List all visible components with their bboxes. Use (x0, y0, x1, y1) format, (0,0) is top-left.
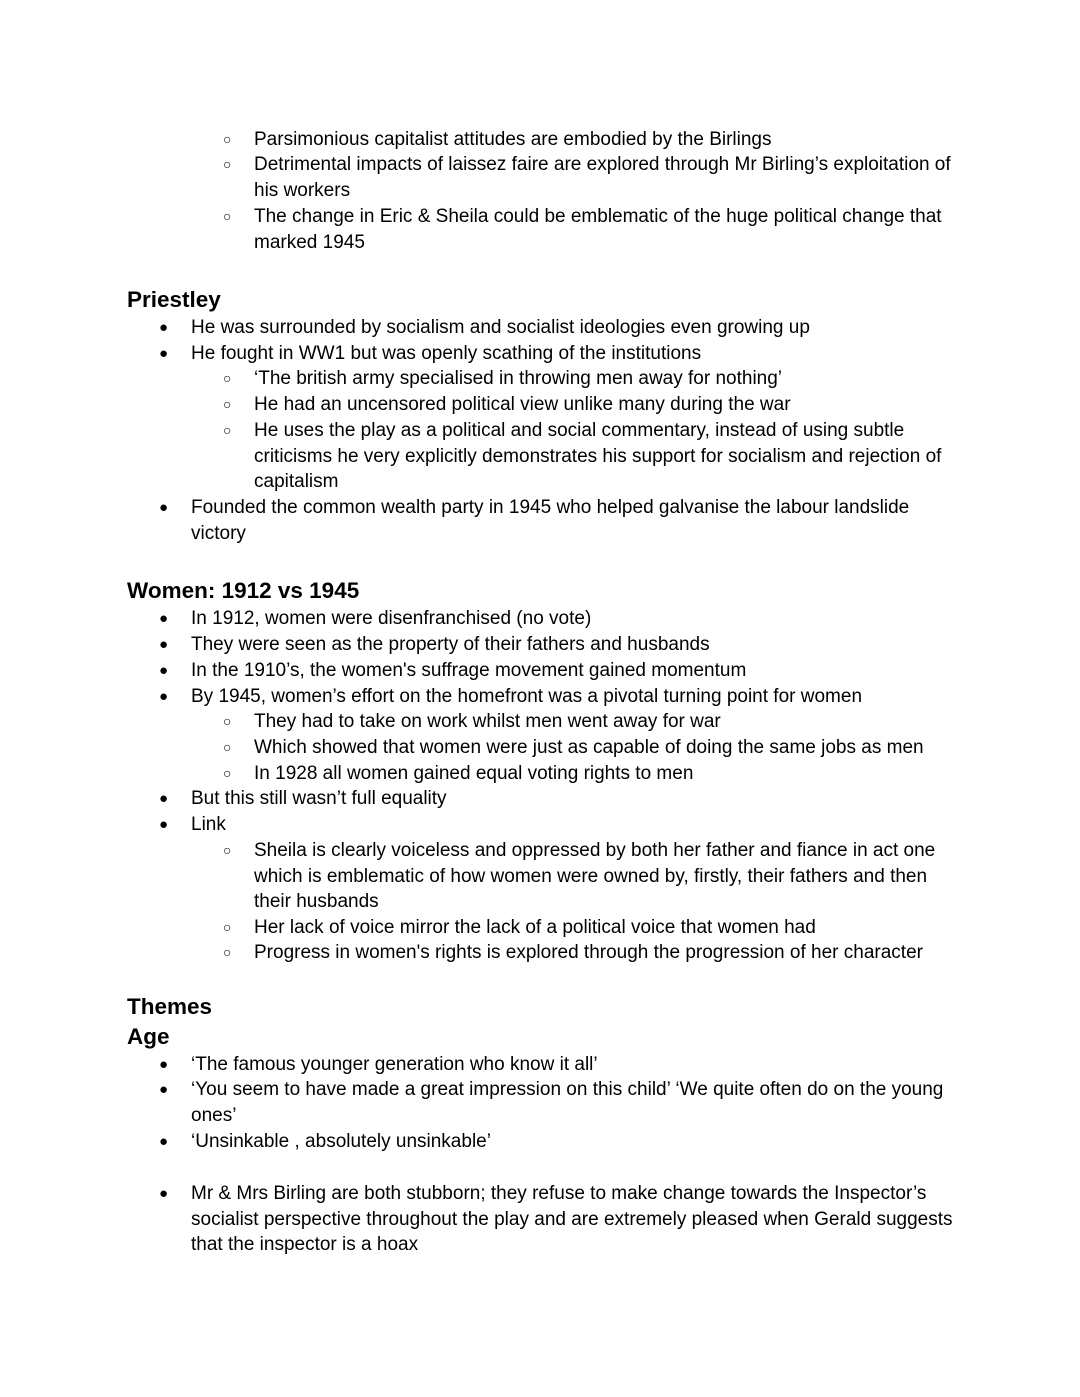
hollow-bullet-icon: ○ (223, 919, 232, 935)
priestley-subitem-text: ‘The british army specialised in throwing men away for nothing’ (254, 368, 783, 389)
priestley-item-text: He was surrounded by socialism and socialist ideologies even growing up (191, 317, 810, 338)
age-item (159, 1077, 961, 1128)
women-subitem (223, 709, 964, 735)
hollow-bullet-icon: ○ (223, 713, 232, 729)
women-subitem-text: Which showed that women were just as capable of doing the same jobs as men (254, 737, 924, 758)
women-item-text: But this still wasn’t full equality (191, 788, 447, 809)
women-item (159, 606, 961, 632)
women-item (159, 786, 961, 812)
intro-subitem-text: Detrimental impacts of laissez faire are explored through Mr Birling’s exploitation of his workers (254, 154, 951, 201)
women-subitem (223, 761, 964, 787)
women-item-text: In 1912, women were disenfranchised (no vote) (191, 608, 592, 629)
priestley-item (159, 495, 961, 546)
priestley-heading: Priestley (127, 287, 221, 312)
priestley-subitem-text: He had an uncensored political view unlike many during the war (254, 394, 791, 415)
age-item-text: ‘You seem to have made a great impression on this child’ ‘We quite often do on the young ones’ (191, 1079, 944, 1126)
hollow-bullet-icon: ○ (223, 739, 232, 755)
hollow-bullet-icon: ○ (223, 156, 232, 172)
hollow-bullet-icon: ○ (223, 396, 232, 412)
priestley-subitem-text: He uses the play as a political and social commentary, instead of using subtle criticisms he very explicitly demonstrates his support for socialism and rejection of capitalism (254, 420, 942, 493)
women-subitem-text: Progress in women's rights is explored through the progression of her character (254, 942, 923, 963)
priestley-subitem (223, 366, 964, 392)
bullet-icon: ● (159, 610, 169, 627)
intro-subitem (223, 127, 964, 153)
hollow-bullet-icon: ○ (223, 131, 232, 147)
intro-subitem-text: The change in Eric & Sheila could be emblematic of the huge political change that marked 1945 (254, 206, 942, 253)
bullet-icon: ● (159, 345, 169, 362)
women-subitem-text: They had to take on work whilst men went away for war (254, 711, 721, 732)
hollow-bullet-icon: ○ (223, 370, 232, 386)
bullet-icon: ● (159, 1056, 169, 1073)
age-item (159, 1129, 961, 1155)
bullet-icon: ● (159, 1185, 169, 1202)
themes-heading: Themes (127, 994, 213, 1019)
women-item (159, 684, 961, 710)
age-item-text: Mr & Mrs Birling are both stubborn; they refuse to make change towards the Inspector’s socialist perspective throughout the play and are extremely pleased when Gerald suggests that the inspector is a hoax (191, 1183, 953, 1256)
women-heading: Women: 1912 vs 1945 (127, 578, 360, 603)
women-item (159, 632, 961, 658)
women-subitem (223, 915, 964, 941)
women-subitem-text: Sheila is clearly voiceless and oppressed by both her father and fiance in act one which is emblematic of how women were owned by, firstly, their fathers and then their husbands (254, 840, 936, 913)
women-subitem (223, 735, 964, 761)
women-subitem (223, 940, 964, 966)
women-subitem-text: In 1928 all women gained equal voting rights to men (254, 763, 694, 784)
age-item (159, 1181, 961, 1258)
bullet-icon: ● (159, 319, 169, 336)
hollow-bullet-icon: ○ (223, 842, 232, 858)
intro-subitem-text: Parsimonious capitalist attitudes are embodied by the Birlings (254, 129, 772, 150)
intro-subitem (223, 152, 964, 203)
priestley-item (159, 315, 961, 341)
priestley-item (159, 341, 961, 367)
women-item-text: In the 1910’s, the women's suffrage movement gained momentum (191, 660, 747, 681)
bullet-icon: ● (159, 816, 169, 833)
women-item (159, 658, 961, 684)
women-item (159, 812, 961, 838)
bullet-icon: ● (159, 662, 169, 679)
priestley-subitem (223, 418, 964, 495)
bullet-icon: ● (159, 1133, 169, 1150)
bullet-icon: ● (159, 1081, 169, 1098)
women-item-text: Link (191, 814, 226, 835)
bullet-icon: ● (159, 688, 169, 705)
priestley-item-text: He fought in WW1 but was openly scathing of the institutions (191, 343, 702, 364)
priestley-item-text: Founded the common wealth party in 1945 who helped galvanise the labour landslide victory (191, 497, 910, 544)
priestley-subitem (223, 392, 964, 418)
age-subheading: Age (127, 1024, 170, 1049)
bullet-icon: ● (159, 499, 169, 516)
hollow-bullet-icon: ○ (223, 944, 232, 960)
women-subitem-text: Her lack of voice mirror the lack of a political voice that women had (254, 917, 816, 938)
women-item-text: They were seen as the property of their fathers and husbands (191, 634, 710, 655)
age-item (159, 1052, 961, 1078)
bullet-icon: ● (159, 790, 169, 807)
hollow-bullet-icon: ○ (223, 422, 232, 438)
intro-subitem (223, 204, 964, 255)
age-item-text: ‘The famous younger generation who know it all’ (191, 1054, 598, 1075)
hollow-bullet-icon: ○ (223, 208, 232, 224)
bullet-icon: ● (159, 636, 169, 653)
women-item-text: By 1945, women’s effort on the homefront was a pivotal turning point for women (191, 686, 863, 707)
women-subitem (223, 838, 964, 915)
hollow-bullet-icon: ○ (223, 765, 232, 781)
age-item-text: ‘Unsinkable , absolutely unsinkable’ (191, 1131, 491, 1152)
